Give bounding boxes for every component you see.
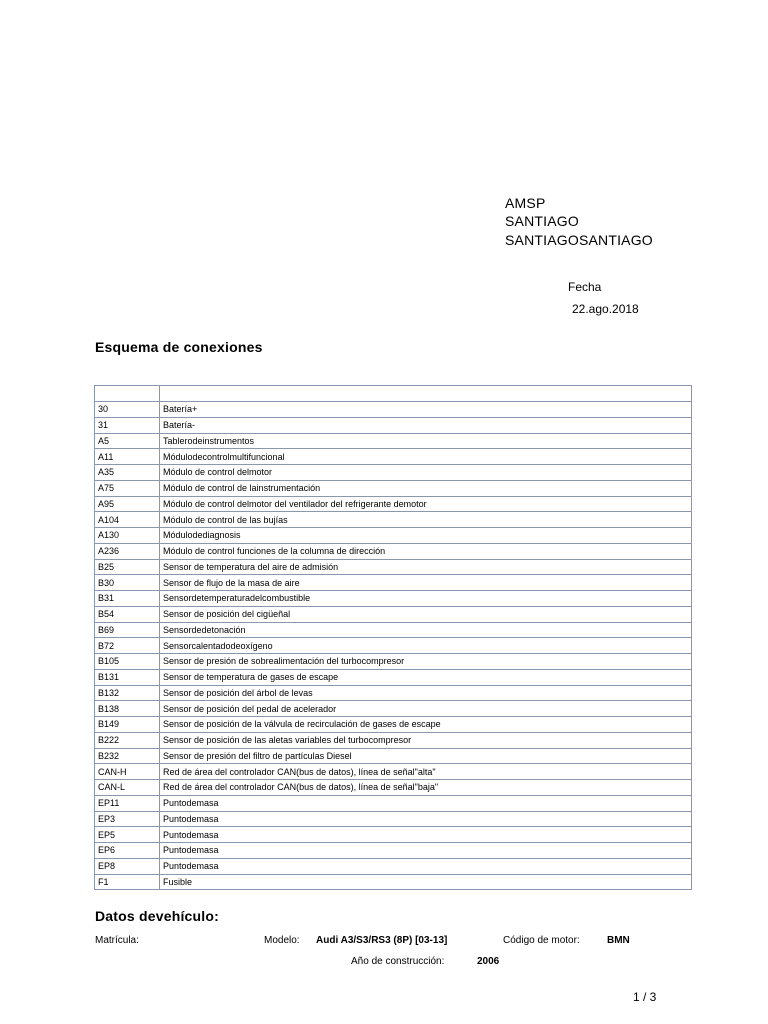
model-value: Audi A3/S3/RS3 (8P) [03-13] xyxy=(316,935,448,946)
component-description: Sensorcalentadodeoxígeno xyxy=(160,638,692,654)
component-code: A5 xyxy=(95,433,160,449)
component-description: Módulo de control de las bujías xyxy=(160,512,692,528)
table-row xyxy=(95,685,692,701)
engine-code-value: BMN xyxy=(607,935,630,946)
component-description: Módulodediagnosis xyxy=(160,528,692,544)
table-row xyxy=(95,811,692,827)
component-description: Sensor de presión del filtro de partículas Diesel xyxy=(160,748,692,764)
component-description: Puntodemasa xyxy=(160,858,692,874)
table-row xyxy=(95,701,692,717)
component-code: B69 xyxy=(95,622,160,638)
component-description: Módulo de control delmotor xyxy=(160,465,692,481)
table-row xyxy=(95,622,692,638)
component-description: Sensor de posición del árbol de levas xyxy=(160,685,692,701)
table-row xyxy=(95,843,692,859)
component-code: EP8 xyxy=(95,858,160,874)
component-code: A95 xyxy=(95,496,160,512)
component-description: Sensor de temperatura de gases de escape xyxy=(160,669,692,685)
component-description: Módulo de control de lainstrumentación xyxy=(160,480,692,496)
component-description: Módulo de control funciones de la columna de dirección xyxy=(160,543,692,559)
table-row xyxy=(95,591,692,607)
component-code: B132 xyxy=(95,685,160,701)
table-row xyxy=(95,559,692,575)
component-description: Sensor de posición de la válvula de recirculación de gases de escape xyxy=(160,717,692,733)
table-row xyxy=(95,732,692,748)
table-row xyxy=(95,717,692,733)
component-code: A35 xyxy=(95,465,160,481)
date-label: Fecha xyxy=(568,280,602,294)
table-row xyxy=(95,528,692,544)
table-row xyxy=(95,858,692,874)
component-code: B31 xyxy=(95,591,160,607)
component-description: Sensordetemperaturadelcombustible xyxy=(160,591,692,607)
component-code: B25 xyxy=(95,559,160,575)
component-code: A130 xyxy=(95,528,160,544)
component-code: B232 xyxy=(95,748,160,764)
table-row xyxy=(95,638,692,654)
page-title: Esquema de conexiones xyxy=(95,339,263,355)
table-row xyxy=(95,402,692,418)
component-description: Sensordedetonación xyxy=(160,622,692,638)
component-description: Puntodemasa xyxy=(160,795,692,811)
page-indicator: 1 / 3 xyxy=(633,990,657,1004)
date-value: 22.ago.2018 xyxy=(572,302,639,316)
component-code: B105 xyxy=(95,654,160,670)
table-header-cell-desc xyxy=(160,386,692,402)
engine-code-label: Código de motor: xyxy=(503,935,580,946)
table-row xyxy=(95,874,692,890)
component-code: A11 xyxy=(95,449,160,465)
component-description: Puntodemasa xyxy=(160,811,692,827)
component-description: Sensor de posición de las aletas variables del turbocompresor xyxy=(160,732,692,748)
company-city: SANTIAGO xyxy=(505,213,579,229)
table-row xyxy=(95,606,692,622)
component-description: Tablerodeinstrumentos xyxy=(160,433,692,449)
component-code: B222 xyxy=(95,732,160,748)
component-code: A104 xyxy=(95,512,160,528)
table-row xyxy=(95,827,692,843)
company-address: SANTIAGOSANTIAGO xyxy=(505,232,653,248)
component-code: B131 xyxy=(95,669,160,685)
component-code: B149 xyxy=(95,717,160,733)
plate-label: Matrícula: xyxy=(95,935,139,946)
vehicle-section-title: Datos devehículo: xyxy=(95,908,219,924)
component-code: B138 xyxy=(95,701,160,717)
company-name: AMSP xyxy=(505,195,546,211)
table-row xyxy=(95,748,692,764)
table-row xyxy=(95,496,692,512)
component-code: EP6 xyxy=(95,843,160,859)
component-code: CAN-L xyxy=(95,780,160,796)
component-description: Puntodemasa xyxy=(160,827,692,843)
table-row xyxy=(95,433,692,449)
component-description: Módulo de control delmotor del ventilador del refrigerante demotor xyxy=(160,496,692,512)
table-header-cell-code xyxy=(95,386,160,402)
table-row xyxy=(95,669,692,685)
component-code: B30 xyxy=(95,575,160,591)
component-description: Sensor de flujo de la masa de aire xyxy=(160,575,692,591)
component-code: EP3 xyxy=(95,811,160,827)
table-row xyxy=(95,417,692,433)
table-row xyxy=(95,654,692,670)
component-description: Sensor de posición del pedal de acelerador xyxy=(160,701,692,717)
component-code: F1 xyxy=(95,874,160,890)
component-code: EP5 xyxy=(95,827,160,843)
component-code: B72 xyxy=(95,638,160,654)
component-description: Batería- xyxy=(160,417,692,433)
component-description: Red de área del controlador CAN(bus de datos), línea de señal"baja" xyxy=(160,780,692,796)
table-header-row xyxy=(95,386,692,402)
connections-table xyxy=(94,385,692,890)
table-row xyxy=(95,465,692,481)
component-code: EP11 xyxy=(95,795,160,811)
table-row xyxy=(95,795,692,811)
year-label: Año de construcción: xyxy=(351,956,445,967)
connections-table-body xyxy=(95,386,692,890)
component-description: Módulodecontrolmultifuncional xyxy=(160,449,692,465)
table-row xyxy=(95,780,692,796)
year-value: 2006 xyxy=(477,956,500,967)
component-description: Fusible xyxy=(160,874,692,890)
component-code: 30 xyxy=(95,402,160,418)
table-row xyxy=(95,543,692,559)
table-row xyxy=(95,575,692,591)
component-code: CAN-H xyxy=(95,764,160,780)
table-row xyxy=(95,480,692,496)
table-row xyxy=(95,512,692,528)
component-description: Red de área del controlador CAN(bus de datos), línea de señal"alta" xyxy=(160,764,692,780)
table-row xyxy=(95,764,692,780)
component-code: 31 xyxy=(95,417,160,433)
table-row xyxy=(95,449,692,465)
component-description: Sensor de presión de sobrealimentación del turbocompresor xyxy=(160,654,692,670)
model-label: Modelo: xyxy=(264,935,300,946)
component-code: A75 xyxy=(95,480,160,496)
component-description: Puntodemasa xyxy=(160,843,692,859)
component-description: Sensor de temperatura del aire de admisión xyxy=(160,559,692,575)
component-description: Batería+ xyxy=(160,402,692,418)
component-code: A236 xyxy=(95,543,160,559)
component-code: B54 xyxy=(95,606,160,622)
component-description: Sensor de posición del cigüeñal xyxy=(160,606,692,622)
